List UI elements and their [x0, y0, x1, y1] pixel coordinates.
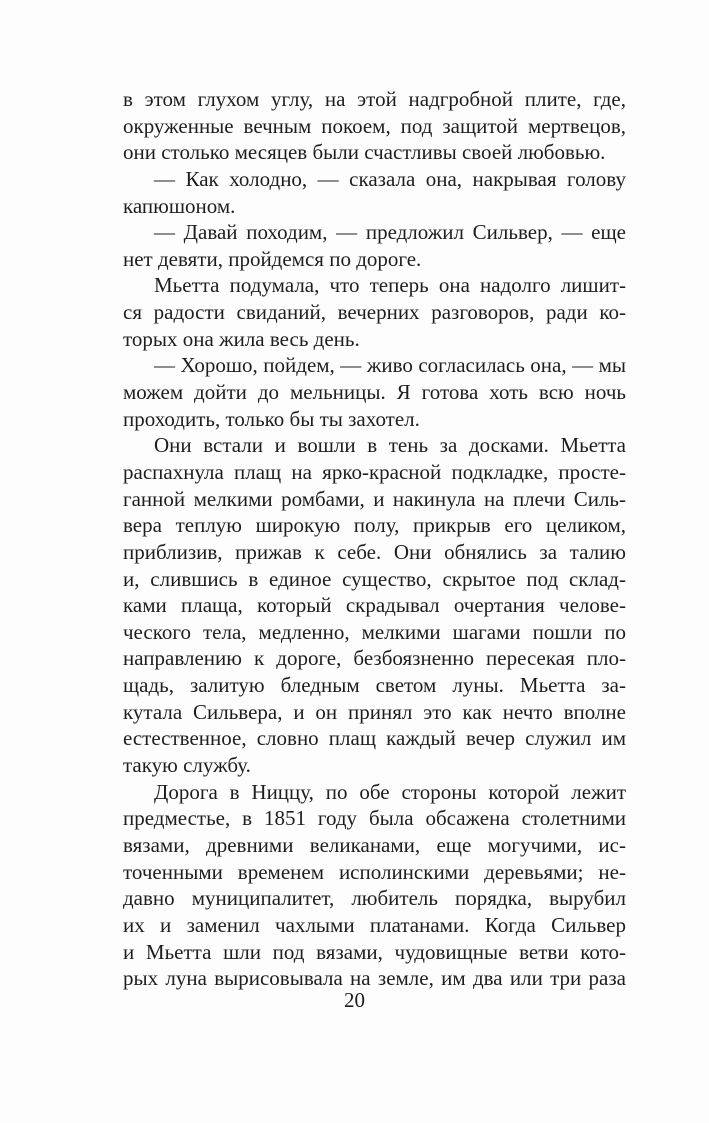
text-line: естественное, словно плащ каждый вечер служил им — [123, 726, 626, 751]
text-line: рых луна вырисовывала на земле, им два или три раза — [123, 966, 626, 991]
text-line: — Хорошо, пойдем, — живо согласилась она, — мы — [154, 353, 626, 378]
text-line: Дорога в Ниццу, по обе стороны которой лежит — [154, 779, 626, 804]
text-line: в этом глухом углу, на этой надгробной плите, где, — [123, 87, 626, 111]
text-line: можем дойти до мельницы. Я готова хоть всю ночь — [123, 380, 626, 405]
body-text — [123, 86, 626, 992]
text-line: ганной мелкими ромбами, и накинула на плечи Силь- — [123, 486, 626, 511]
text-line: давно муниципалитет, любитель порядка, вырубил — [123, 886, 626, 911]
text-line: вязами, древними великанами, еще могучими, ис- — [123, 832, 626, 857]
text-line: их и заменил чахлыми платанами. Когда Сильвер — [123, 912, 626, 937]
text-line: направлению к дороге, безбоязненно пересекая пло- — [123, 646, 626, 671]
text-line: и Мьетта шли под вязами, чудовищные ветви кото- — [123, 939, 626, 964]
text-line: они столько месяцев были счастливы своей любовью. — [123, 140, 606, 165]
text-line: и, слившись в единое существо, скрытое под склад- — [123, 566, 626, 591]
text-line: ческого тела, медленно, мелкими шагами пошли по — [123, 619, 626, 644]
text-line: торых она жила весь день. — [123, 326, 360, 351]
text-line: вера теплую широкую полу, прикрыв его целиком, — [123, 513, 626, 538]
text-line: приблизив, прижав к себе. Они обнялись за талию — [123, 539, 626, 564]
text-line: кутала Сильвера, и он принял это как нечто вполне — [123, 699, 626, 724]
page-number: 20 — [344, 988, 365, 1012]
text-line: точенными временем исполинскими деревьями; не- — [123, 859, 626, 884]
text-line: капюшоном. — [123, 193, 236, 218]
text-line: окруженные вечным покоем, под защитой мертвецов, — [123, 113, 626, 138]
text-line: Они встали и вошли в тень за досками. Мьетта — [154, 433, 626, 458]
text-line: такую службу. — [123, 753, 251, 778]
text-line: — Как холодно, — сказала она, накрывая голову — [154, 166, 626, 191]
text-line: ками плаща, который скрадывал очертания челове- — [123, 593, 626, 618]
text-line: распахнула плащ на ярко-красной подкладке, просте- — [123, 459, 626, 484]
text-line: ся радости свиданий, вечерних разговоров, ради ко- — [123, 300, 626, 325]
text-line: проходить, только бы ты захотел. — [123, 406, 420, 431]
text-line: Мьетта подумала, что теперь она надолго лишит- — [154, 273, 626, 298]
text-line: предместье, в 1851 году была обсажена столетними — [123, 806, 626, 831]
text-line: нет девяти, пройдемся по дороге. — [123, 246, 422, 271]
text-line: щадь, залитую бледным светом луны. Мьетта за- — [123, 673, 626, 698]
text-line: — Давай походим, — предложил Сильвер, — еще — [154, 220, 626, 245]
